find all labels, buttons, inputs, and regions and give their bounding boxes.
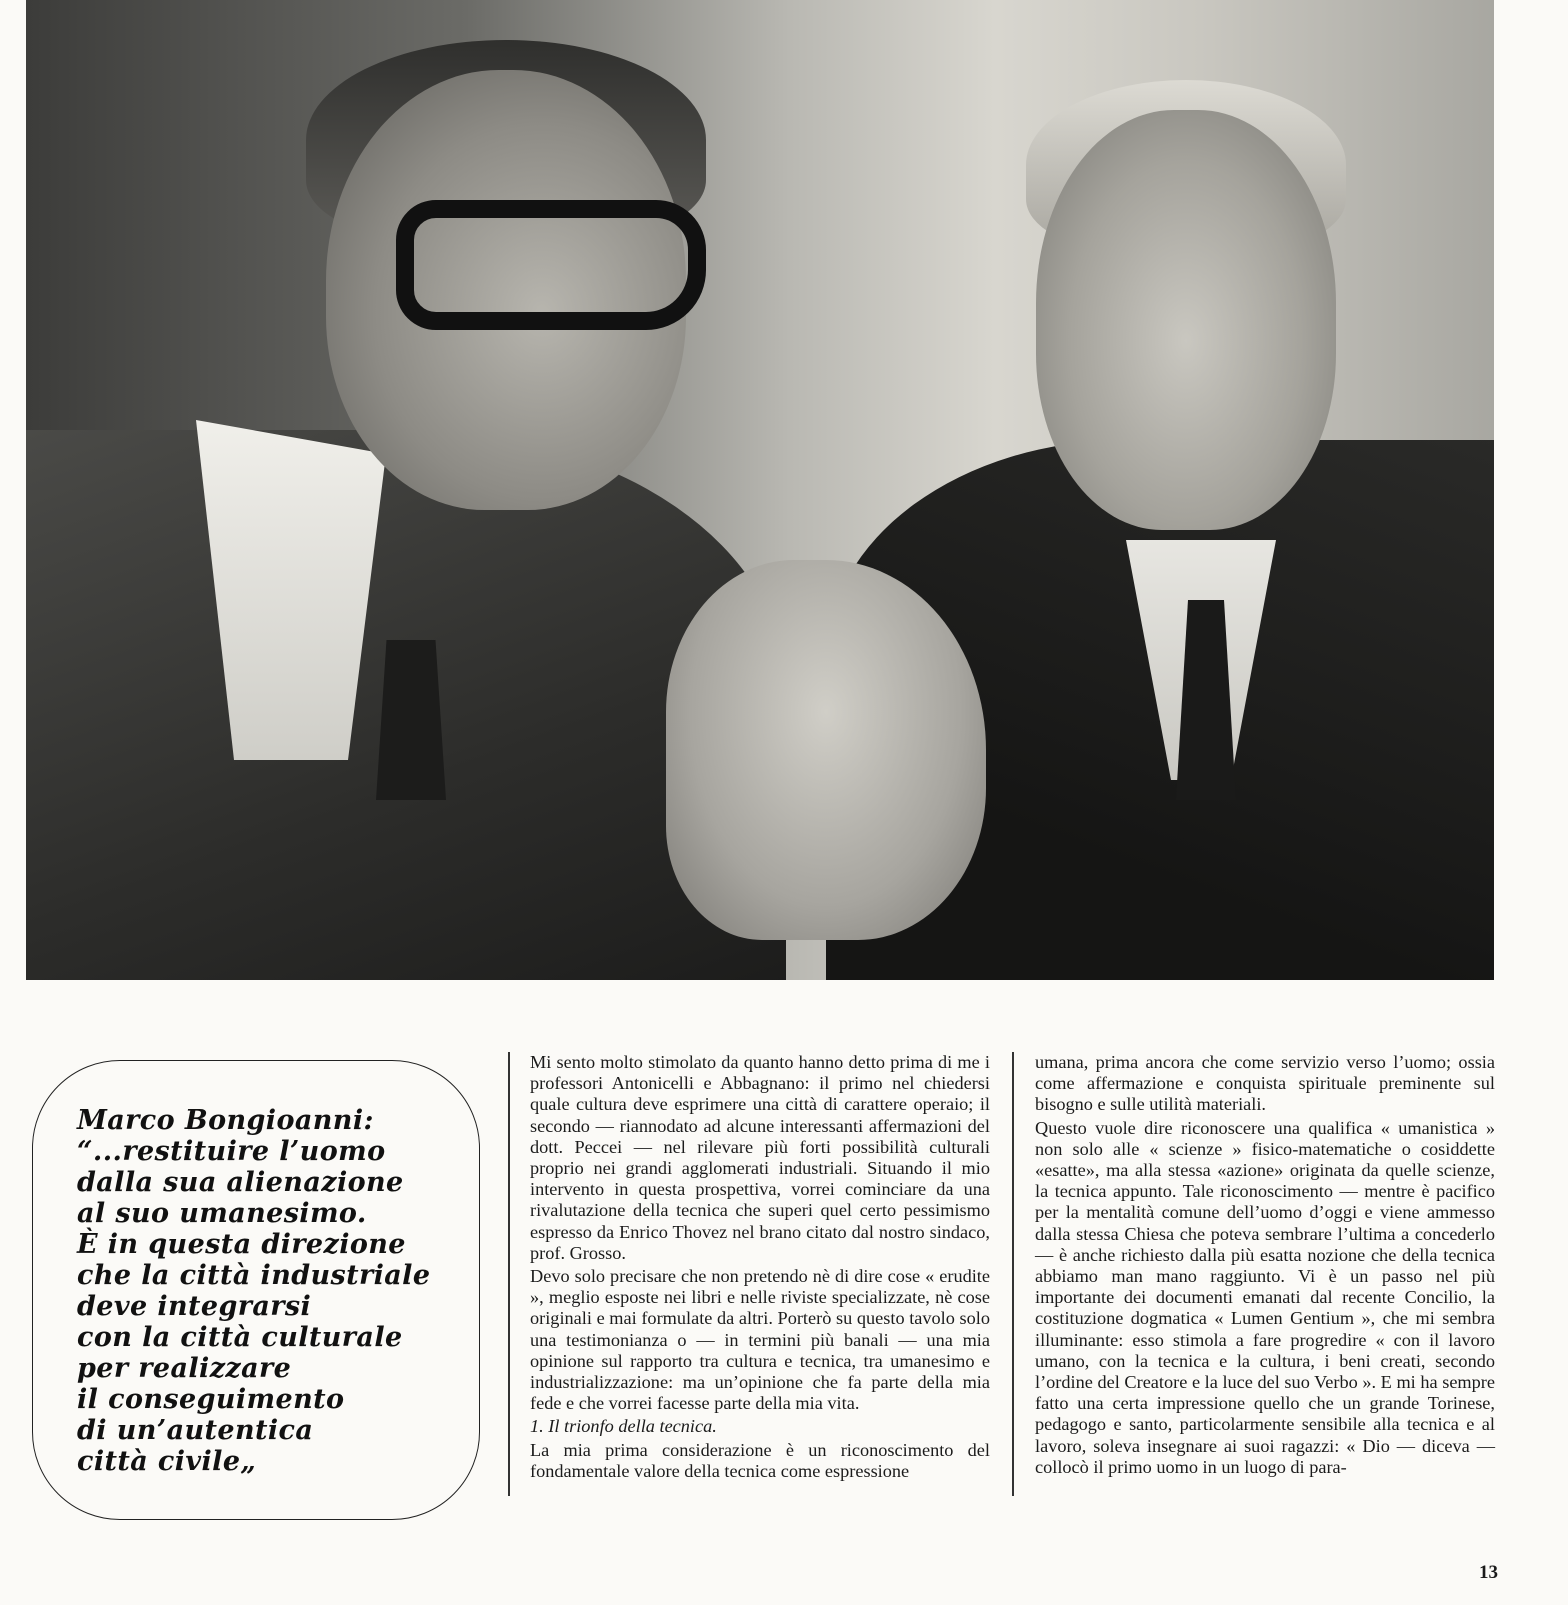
column1-paragraph: Devo solo precisare che non pretendo nè di dire cose « erudite », meglio esposte nei libri e nelle riviste specializzate, nè cose originali e mai formulate da altri. Porterò su questo tavolo solo una testimonianza o — in termini più banali — una mia opinione sul rapporto tra cultura e tecnica, tra umanesimo e industrializzazione: ma un’opinione che fa parte della mia fede e che vorrei facesse parte della mia vita. — [530, 1266, 990, 1414]
column1-section-heading: 1. Il trionfo della tecnica. — [530, 1416, 717, 1437]
column2-paragraph: umana, prima ancora che come servizio verso l’uomo; ossia come affermazione e conquista spirituale preminente sul bisogno e sulle utilità materiali. — [1035, 1052, 1495, 1115]
photo — [26, 0, 1494, 980]
column1-paragraph: Mi sento molto stimolato da quanto hanno detto prima di me i professori Antonicelli e Abbagnano: il primo nel chiedersi quale cultura deve esprimere una città di carattere operaio; il secondo — riannodato ad alcune interessanti affermazioni del dott. Peccei — nel rilevare più forti possibilità culturali proprio nei grandi agglomerati industriali. Situando il mio intervento in questa prospettiva, vorrei cominciare da una rivalutazione della tecnica che superi quel certo pessimismo espresso da Enrico Thovez nel brano citato dal nostro sindaco, prof. Grosso. — [530, 1052, 990, 1263]
left-man-tie — [376, 640, 446, 800]
pull-quote-text: Marco Bongioanni: “...restituire l’uomo dalla sua alienazione al suo umanesimo. È in questa direzione che la città industriale deve integrarsi con la città culturale per realizzare il conseguimento di un’autentica città civile„ — [77, 1105, 431, 1477]
glasses — [396, 200, 706, 330]
right-man-head — [1036, 110, 1336, 530]
pull-quote-box — [32, 1060, 480, 1520]
column-rule-left — [508, 1052, 510, 1496]
column-rule-right — [1012, 1052, 1014, 1496]
gesturing-hand — [666, 560, 986, 940]
column1-paragraph: La mia prima considerazione è un riconoscimento del fondamentale valore della tecnica come espressione — [530, 1439, 990, 1481]
page-number: 13 — [1479, 1562, 1498, 1583]
column2-paragraph: Questo vuole dire riconoscere una qualifica « umanistica » non solo alle « scienze » fisico-matematiche o cosiddette «esatte», ma alla stessa «azione» originata da quelle scienze, la tecnica appunto. Tale riconoscimento — mentre è pacifico per la mentalità comune dell’uomo d’oggi e viene ammesso dalla stessa Chiesa che poteva sembrare l’ultima a concederlo — è anche richiesto dalla più esatta nozione che della tecnica abbiamo man mano raggiunto. Vi è un passo nel più importante dei documenti emanati dal recente Concilio, la costituzione dogmatica « Lumen Gentium », che mi sembra illuminante: esso stimola a fare progredire « con il lavoro umano, con la tecnica e la cultura, i beni creati, secondo l’ordine del Creatore e la luce del suo Verbo ». E mi ha sempre fatto una certa impressione quello che un grande Torinese, pedagogo e santo, particolarmente sensibile alla tecnica e al lavoro, soleva insegnare ai suoi ragazzi: « Dio — diceva — collocò il primo uomo in un luogo di para- — [1035, 1117, 1495, 1477]
text-column-2 — [1035, 1052, 1495, 1480]
text-column-1 — [530, 1052, 990, 1484]
